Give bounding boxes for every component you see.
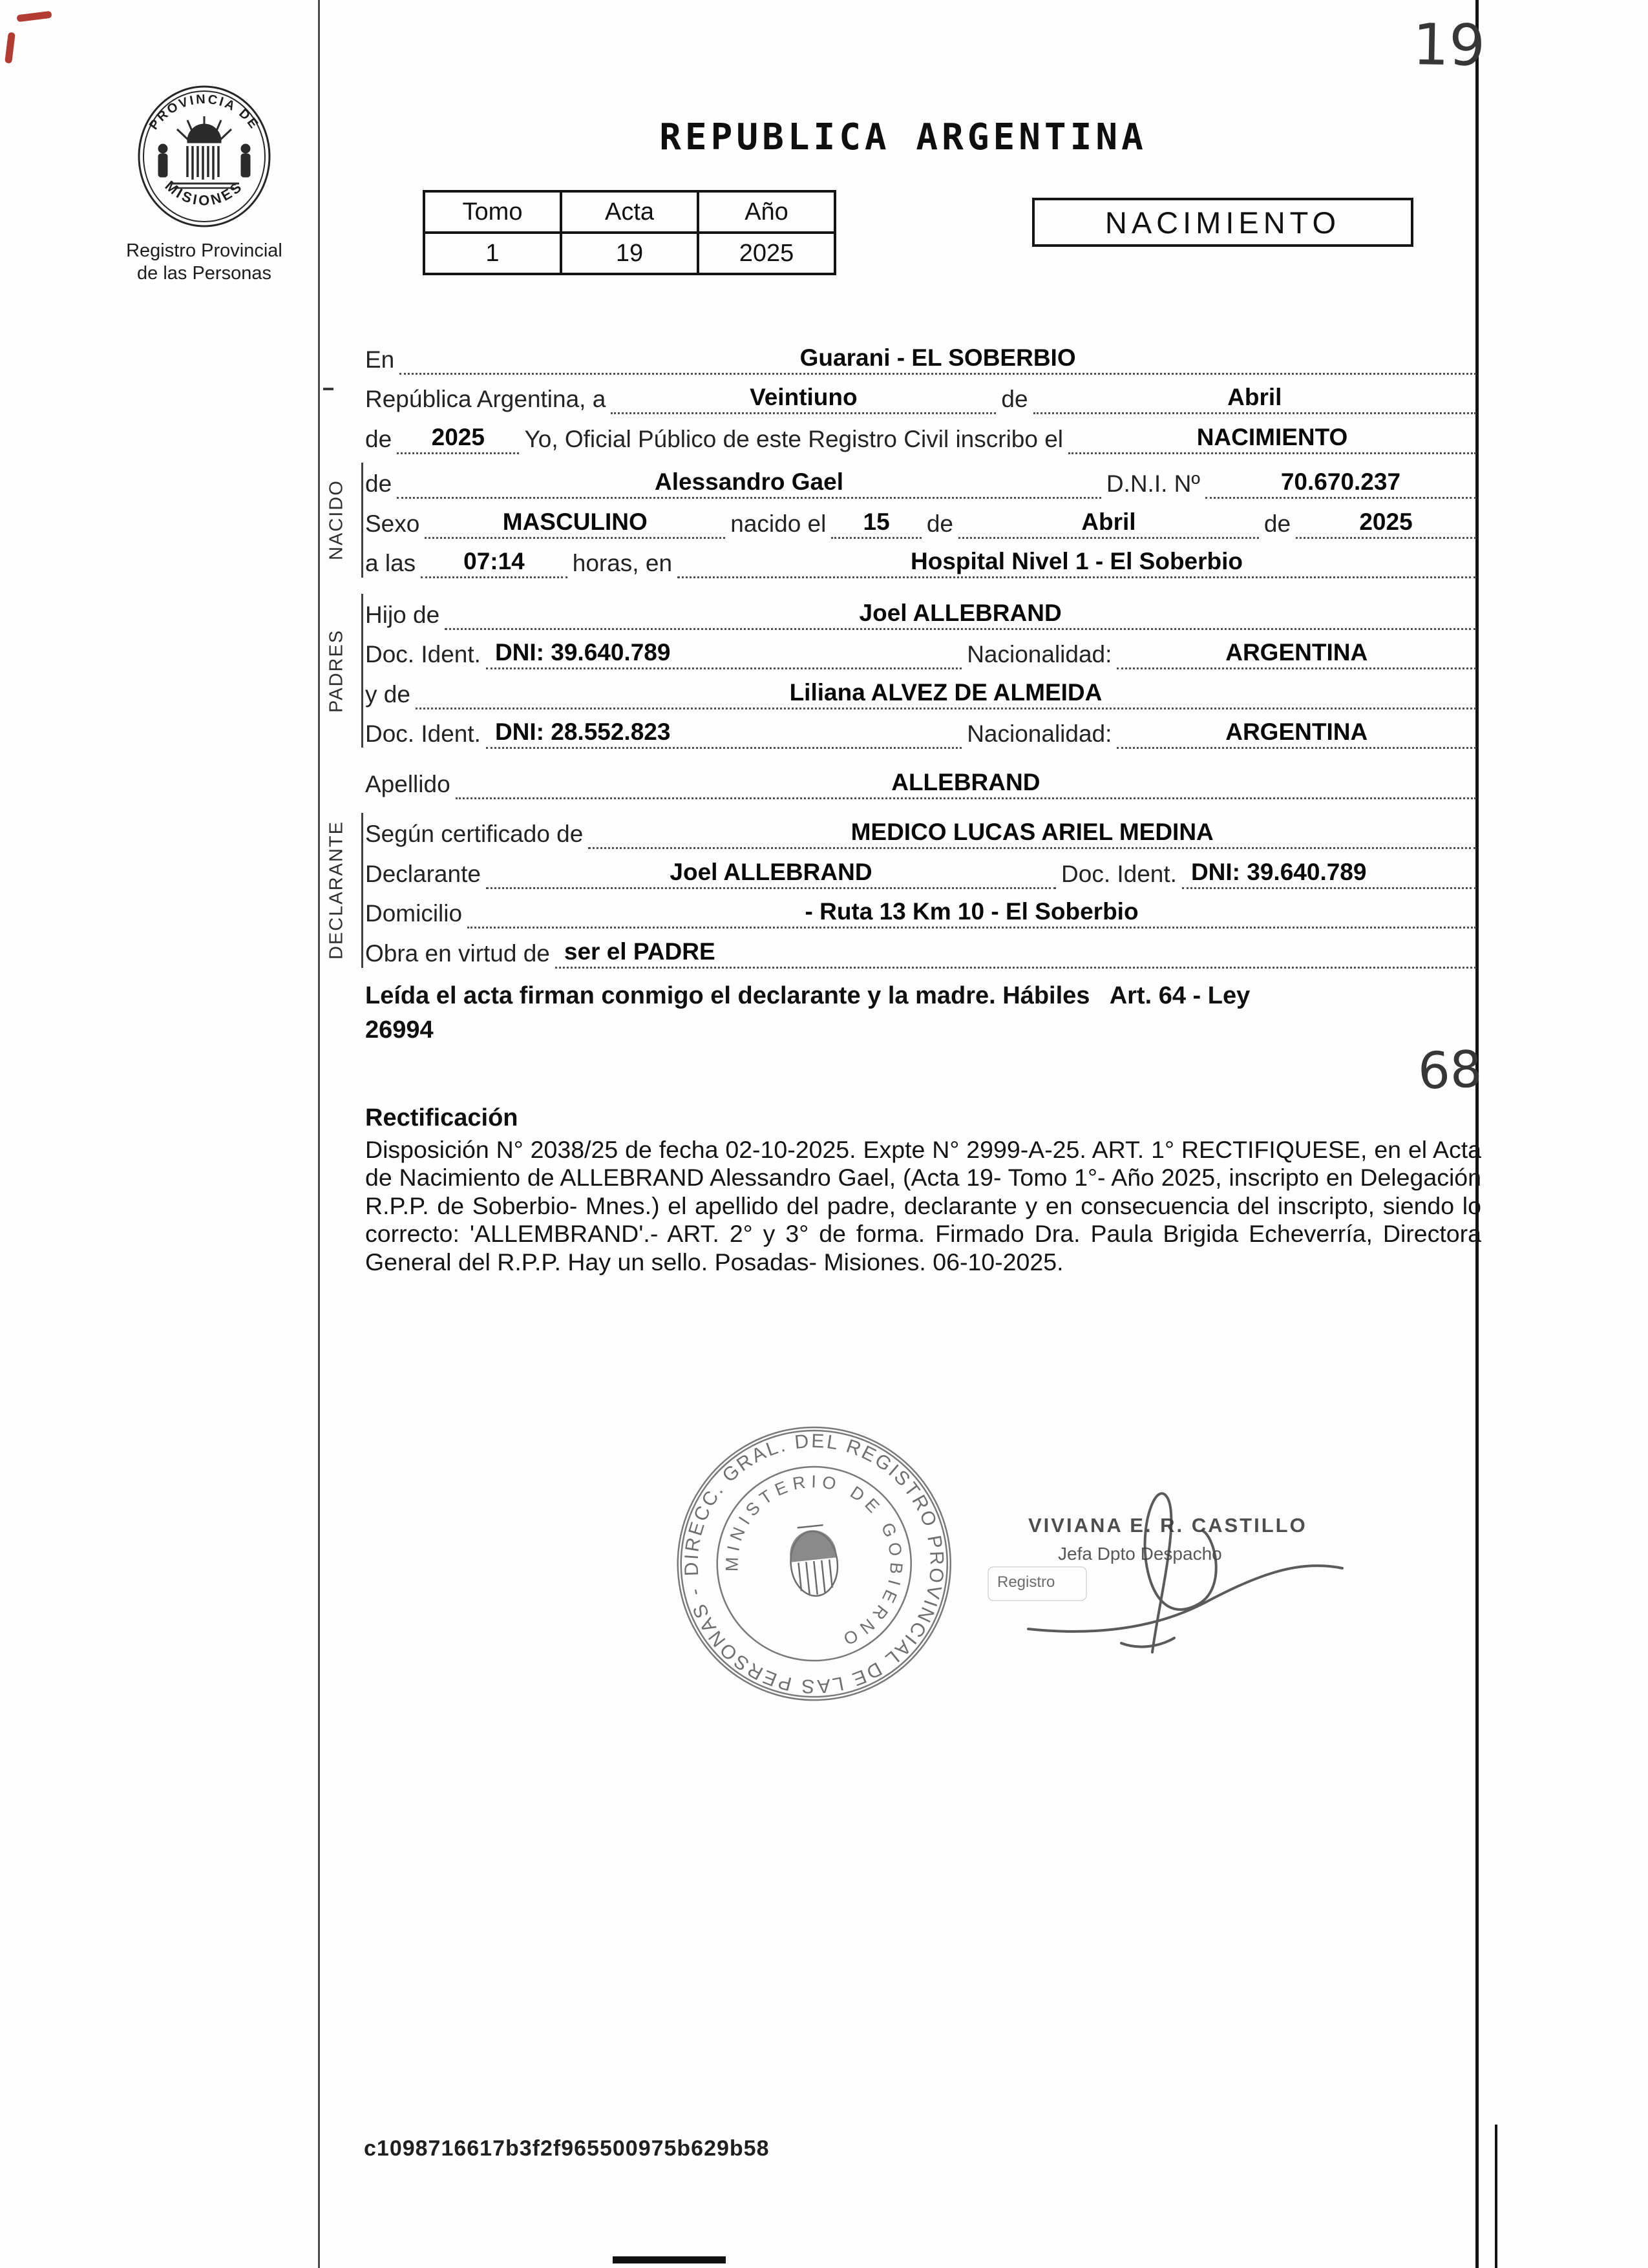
stamp-inner-text: MINISTERIO DE GOBIERNO: [722, 1471, 907, 1652]
field-label: D.N.I. Nº: [1106, 470, 1200, 497]
field-value: [831, 509, 921, 539]
field-value-text: 15: [863, 508, 890, 535]
line-apellido: [365, 759, 1481, 799]
section-rule-padres: [361, 594, 363, 748]
form-body: [365, 335, 1481, 969]
field-value-text: DNI: 28.552.823: [494, 719, 671, 745]
section-intro: [365, 335, 1481, 454]
line-madre: [365, 669, 1481, 709]
field-value: [611, 384, 996, 414]
field-value-text: ARGENTINA: [1225, 639, 1368, 666]
line-domicilio: [365, 889, 1481, 929]
line-padre-doc: [365, 630, 1481, 670]
field-value-text: ALLEBRAND: [891, 768, 1041, 795]
field-value: [555, 938, 1476, 969]
scan-edge-line-right-2: [1495, 2125, 1497, 2268]
section-label-padres: PADRES: [326, 629, 347, 713]
verification-hash: c1098716617b3f2f965500975b629b58: [364, 2136, 770, 2161]
field-label: Domicilio: [365, 900, 463, 927]
field-value: [1117, 639, 1476, 669]
field-label: Nacionalidad:: [967, 641, 1112, 667]
section-rule-declarante: [361, 813, 363, 968]
field-label: y de: [365, 680, 410, 708]
field-value: [397, 468, 1101, 499]
handwritten-signature-icon: [986, 1476, 1373, 1670]
signature-small-stamp-text: Registro: [997, 1573, 1055, 1591]
section-nacido: [365, 459, 1481, 579]
seal-caption-line1: Registro Provincial: [126, 240, 282, 261]
field-value-text: 70.670.237: [1280, 468, 1401, 495]
line-fecha-letras: [365, 375, 1481, 415]
stray-dash-mark: [323, 388, 333, 390]
field-value-text: MASCULINO: [502, 508, 648, 535]
field-label: horas, en: [572, 550, 673, 576]
field-value-text: - Ruta 13 Km 10 - El Soberbio: [805, 898, 1139, 925]
section-rule-nacido: [361, 463, 363, 578]
field-value: [445, 600, 1476, 630]
provincial-seal-block: [114, 81, 295, 285]
scan-fold-line-left: [318, 0, 320, 2268]
field-value: [1117, 719, 1476, 749]
field-label: Doc. Ident.: [365, 720, 481, 747]
field-value-text: Veintiuno: [750, 384, 858, 410]
section-label-nacido: NACIDO: [326, 479, 347, 561]
line-certificado: [365, 810, 1481, 850]
cell-tomo-value: 1: [424, 233, 561, 274]
field-label: Doc. Ident.: [1061, 860, 1177, 887]
line-madre-doc: [365, 709, 1481, 750]
field-value-text: NACIMIENTO: [1196, 423, 1348, 450]
field-value: [486, 859, 1056, 889]
col-header-anio: Año: [698, 191, 835, 233]
line-lugar: [365, 335, 1481, 375]
signer-name: VIVIANA E. R. CASTILLO: [1028, 1514, 1307, 1537]
field-value-text: Guarani - EL SOBERBIO: [799, 344, 1076, 371]
form-column: [365, 335, 1481, 1276]
rectification-body: Disposición N° 2038/25 de fecha 02-10-2025. Expte N° 2999-A-25. ART. 1° RECTIFIQUESE, en el Acta de Nacimiento de ALLEBRAND Alessandro Gael, (Acta 19- Tomo 1°- Año 2025, inscripto en Delegación R.P.P. de Soberbio- Mnes.) el apellido del padre, declarante y en consecuencia del inscripto, siendo lo correcto: 'ALLEMBRAND'.- ART. 2° y 3° de forma. Firmado Dra. Paula Brigida Echeverría, Directora General del R.P.P. Hay un sello. Posadas- Misiones. 06-10-2025.: [365, 1135, 1481, 1276]
signature-block: [986, 1476, 1373, 1670]
document-title: REPUBLICA ARGENTINA: [659, 116, 1147, 158]
seal-emblem-icon: [158, 116, 250, 188]
field-label: nacido el: [730, 510, 827, 537]
field-label: Obra en virtud de: [365, 940, 550, 967]
handwritten-acta-number: 19: [1412, 11, 1486, 79]
col-header-acta: Acta: [561, 191, 698, 233]
seal-text-top: PROVINCIA DE: [146, 92, 262, 132]
field-value: [1068, 424, 1476, 454]
field-value: [958, 509, 1259, 539]
handwritten-folio-number: 68: [1417, 1040, 1483, 1101]
provincia-misiones-seal-icon: [123, 81, 286, 231]
field-label: Nacionalidad:: [967, 720, 1112, 747]
field-value-text: ser el PADRE: [564, 938, 715, 965]
field-value-text: 2025: [431, 423, 485, 450]
field-value-text: DNI: 39.640.789: [1190, 858, 1367, 885]
field-value: [1296, 509, 1476, 539]
field-value: [1205, 468, 1476, 499]
field-label: República Argentina, a: [365, 386, 606, 412]
field-label: de: [1001, 386, 1028, 412]
section-label-declarante: DECLARANTE: [326, 821, 347, 960]
field-value-text: 2025: [1359, 508, 1413, 535]
line-declarante: [365, 849, 1481, 889]
field-label: Según certificado de: [365, 821, 584, 847]
field-value: [486, 639, 962, 669]
seal-caption: [114, 240, 295, 285]
field-value-text: Joel ALLEBRAND: [859, 599, 1062, 626]
section-declarante: [365, 810, 1481, 969]
field-label: Yo, Oficial Público de este Registro Civil inscribo el: [524, 425, 1064, 452]
stamp-icon: [647, 1397, 981, 1731]
field-value-text: 07:14: [463, 548, 525, 574]
field-label: Declarante: [365, 860, 481, 887]
cell-acta-value: 19: [561, 233, 698, 274]
round-office-stamp: [647, 1397, 981, 1734]
field-label: En: [365, 346, 395, 373]
section-padres: [365, 590, 1481, 749]
field-label: de: [1263, 510, 1291, 537]
record-type-box: [1032, 198, 1413, 247]
field-value-text: Alessandro Gael: [654, 468, 843, 495]
acta-index-table: [423, 190, 836, 275]
svg-text:MISIONES: [162, 178, 247, 209]
seal-caption-line2: de las Personas: [137, 263, 271, 284]
stamp-outer-text: DIRECC. GRAL. DEL REGISTRO PROVINCIAL DE LAS PERSONAS -: [681, 1430, 948, 1697]
field-value-text: Liliana ALVEZ DE ALMEIDA: [789, 678, 1103, 706]
field-value-text: ARGENTINA: [1225, 719, 1368, 745]
closing-note: Leída el acta firman conmigo el declarante y la madre. Hábiles Art. 64 - Ley 26994: [365, 982, 1257, 1044]
field-value: [456, 769, 1476, 799]
line-nombre: [365, 459, 1481, 499]
field-value: [421, 548, 567, 578]
seal-text-bottom: MISIONES: [162, 177, 247, 209]
field-value: [425, 509, 725, 539]
field-label: de: [365, 470, 392, 497]
field-value: [677, 548, 1476, 578]
red-pen-mark-1: [17, 11, 52, 22]
stamp-crest-icon: [787, 1524, 841, 1599]
red-pen-mark-2: [5, 32, 16, 64]
field-value: [1182, 859, 1476, 889]
signer-title: Jefa Dpto Despacho: [1058, 1544, 1222, 1564]
field-value-text: Abril: [1227, 384, 1282, 410]
line-padre: [365, 590, 1481, 630]
field-value: [416, 679, 1476, 709]
field-label: Hijo de: [365, 601, 440, 628]
field-value-text: DNI: 39.640.789: [494, 639, 671, 666]
line-inscripcion: [365, 414, 1481, 454]
line-hora-lugar: [365, 539, 1481, 579]
cell-anio-value: 2025: [698, 233, 835, 274]
field-label: de: [926, 510, 953, 537]
field-value-text: MEDICO LUCAS ARIEL MEDINA: [850, 819, 1214, 845]
field-label: Sexo: [365, 510, 420, 537]
field-value: [588, 819, 1476, 849]
col-header-tomo: Tomo: [424, 191, 561, 233]
field-value: [397, 424, 519, 454]
field-value: [399, 344, 1476, 375]
field-value: [1033, 384, 1476, 414]
field-label: de: [365, 425, 392, 452]
section-apellido: [365, 759, 1481, 799]
record-type-label: NACIMIENTO: [1104, 205, 1341, 240]
field-label: Doc. Ident.: [365, 641, 481, 667]
table-row: [424, 233, 835, 274]
field-value-text: Abril: [1081, 508, 1136, 535]
field-value-text: Joel ALLEBRAND: [670, 858, 872, 885]
scan-mark-bottom: [613, 2256, 726, 2263]
field-value-text: Hospital Nivel 1 - El Soberbio: [911, 548, 1243, 574]
field-value: [467, 898, 1476, 929]
field-label: a las: [365, 550, 416, 576]
field-label: Apellido: [365, 770, 450, 797]
field-value: [486, 719, 962, 749]
rectification-heading: Rectificación: [365, 1104, 518, 1131]
line-sexo: [365, 499, 1481, 539]
line-obra: [365, 929, 1481, 969]
